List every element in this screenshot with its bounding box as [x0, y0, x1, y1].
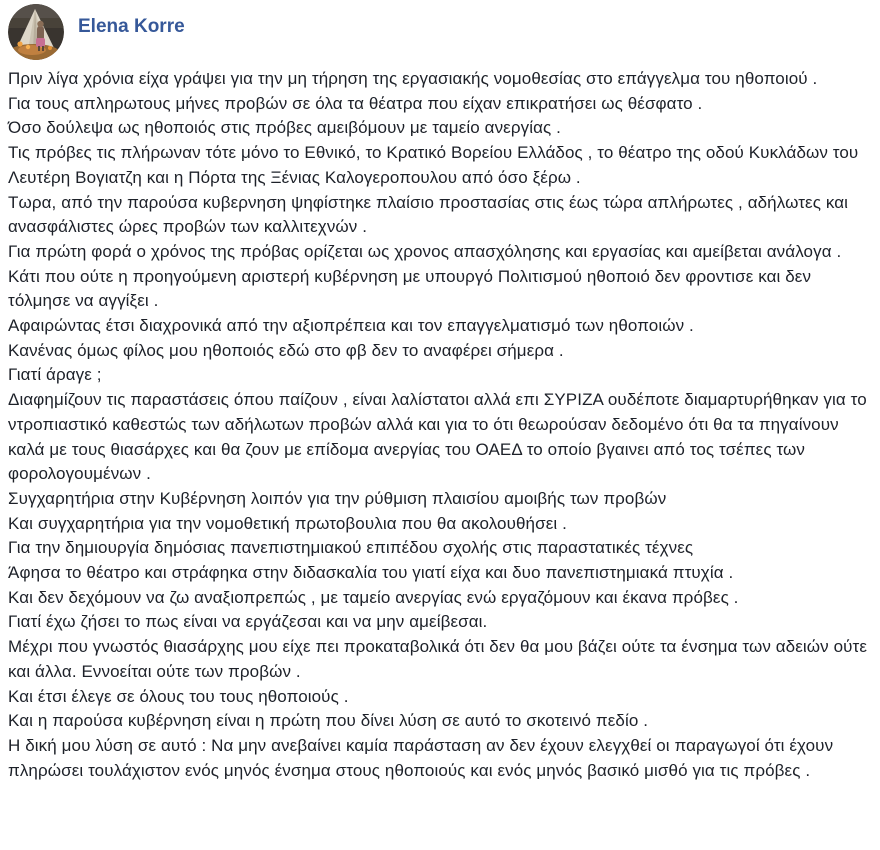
post-line: Τις πρόβες τις πλήρωναν τότε μόνο το Εθνικό, το Κρατικό Βορείου Ελλάδος , το θέατρο της οδού Κυκλάδων του Λευτέρη Βογιατζη και η Πόρτα της Ξένιας Καλογεροπουλου από όσο ξέρω .	[8, 143, 859, 187]
post-line: Και η παρούσα κυβέρνηση είναι η πρώτη που δίνει λύση σε αυτό το σκοτεινό πεδίο .	[8, 711, 649, 731]
author-name-link[interactable]: Elena Korre	[78, 16, 185, 37]
post-line: Μέχρι που γνωστός θιασάρχης μου είχε πει προκαταβολικά ότι δεν θα μου βάζει ούτε τα ένσημα των αδειών ούτε και άλλα. Εννοείται ούτε των προβών .	[8, 637, 868, 681]
post-line: Για τους απληρωτους μήνες προβών σε όλα τα θέατρα που είχαν επικρατήσει ως θέσφατο .	[8, 93, 703, 113]
post-line: Διαφημίζουν τις παραστάσεις όπου παίζουν , είναι λαλίστατοι αλλά επι ΣΥΡΙΖΑ ουδέποτε διαμαρτυρήθηκαν για το ντροπιαστικό καθεστώς των αδήλωτων προβών αλλά και για το ότι θεωρούσαν δεδομένο ότι θα τα πηγαίνουν καλά με τους θιασάρχες και θα ζουν με επίδομα ανεργίας του ΟΑΕΔ το οποίο βγαινει από τος τσέπες των φορολογουμένων .	[8, 390, 867, 484]
post-line: Και έτσι έλεγε σε όλους του τους ηθοποιούς .	[8, 686, 349, 706]
post-header	[0, 0, 880, 60]
author-avatar[interactable]	[8, 4, 64, 60]
post-line: Όσο δούλεψα ως ηθοποιός στις πρόβες αμειβόμουν με ταμείο ανεργίας .	[8, 118, 561, 138]
post-line: Αφαιρώντας έτσι διαχρονικά από την αξιοπρέπεια και τον επαγγελματισμό των ηθοποιών .	[8, 316, 694, 336]
post-line: Η δική μου λύση σε αυτό : Να μην ανεβαίνει καμία παράσταση αν δεν έχουν ελεγχθεί οι παραγωγοί ότι έχουν πληρώσει τουλάχιστον ενός μηνός ένσημα στους ηθοποιούς και ενός μηνός βασικό μισθό για τις πρόβες .	[8, 735, 834, 780]
post-line: Γιατί άραγε ;	[8, 365, 102, 385]
post-line: Γιατί έχω ζήσει το πως είναι να εργάζεσαι και να μην αμείβεσαι.	[8, 612, 488, 632]
post-line: Για πρώτη φορά ο χρόνος της πρόβας ορίζεται ως χρονος απασχόλησης και εργασίας και αμείβεται ανάλογα .	[8, 241, 842, 261]
post-line: Κανένας όμως φίλος μου ηθοποιός εδώ στο φβ δεν το αναφέρει σήμερα .	[8, 340, 564, 360]
post-body	[0, 60, 880, 783]
post-line: Για την δημιουργία δημόσιας πανεπιστημιακού επιπέδου σχολής στις παραστατικές τέχνες	[8, 538, 694, 558]
post-line: Και συγχαρητήρια για την νομοθετική πρωτοβουλια που θα ακολουθήσει .	[8, 513, 567, 533]
post-line: Συγχαρητήρια στην Κυβέρνηση λοιπόν για την ρύθμιση πλαισίου αμοιβής των προβών	[8, 488, 667, 508]
post-line: Άφησα το θέατρο και στράφηκα στην διδασκαλία του γιατί είχα και δυο πανεπιστημιακά πτυχία .	[8, 563, 734, 583]
post-line: Κάτι που ούτε η προηγούμενη αριστερή κυβέρνηση με υπουργό Πολιτισμού ηθοποιό δεν φροντισε και δεν τόλμησε να αγγίξει .	[8, 266, 812, 311]
post-line: Τωρα, από την παρούσα κυβερνηση ψηφίστηκε πλαίσιο προστασίας στις έως τώρα απλήρωτες , αδήλωτες και ανασφάλιστες ώρες προβών των καλλιτεχνών .	[8, 192, 849, 237]
post-line: Πριν λίγα χρόνια είχα γράψει για την μη τήρηση της εργασιακής νομοθεσίας στο επάγγελμα του ηθοποιού .	[8, 69, 818, 88]
avatar-photo	[8, 4, 64, 60]
post-line: Και δεν δεχόμουν να ζω αναξιοπρεπώς , με ταμείο ανεργίας ενώ εργαζόμουν και έκανα πρόβες .	[8, 587, 739, 607]
